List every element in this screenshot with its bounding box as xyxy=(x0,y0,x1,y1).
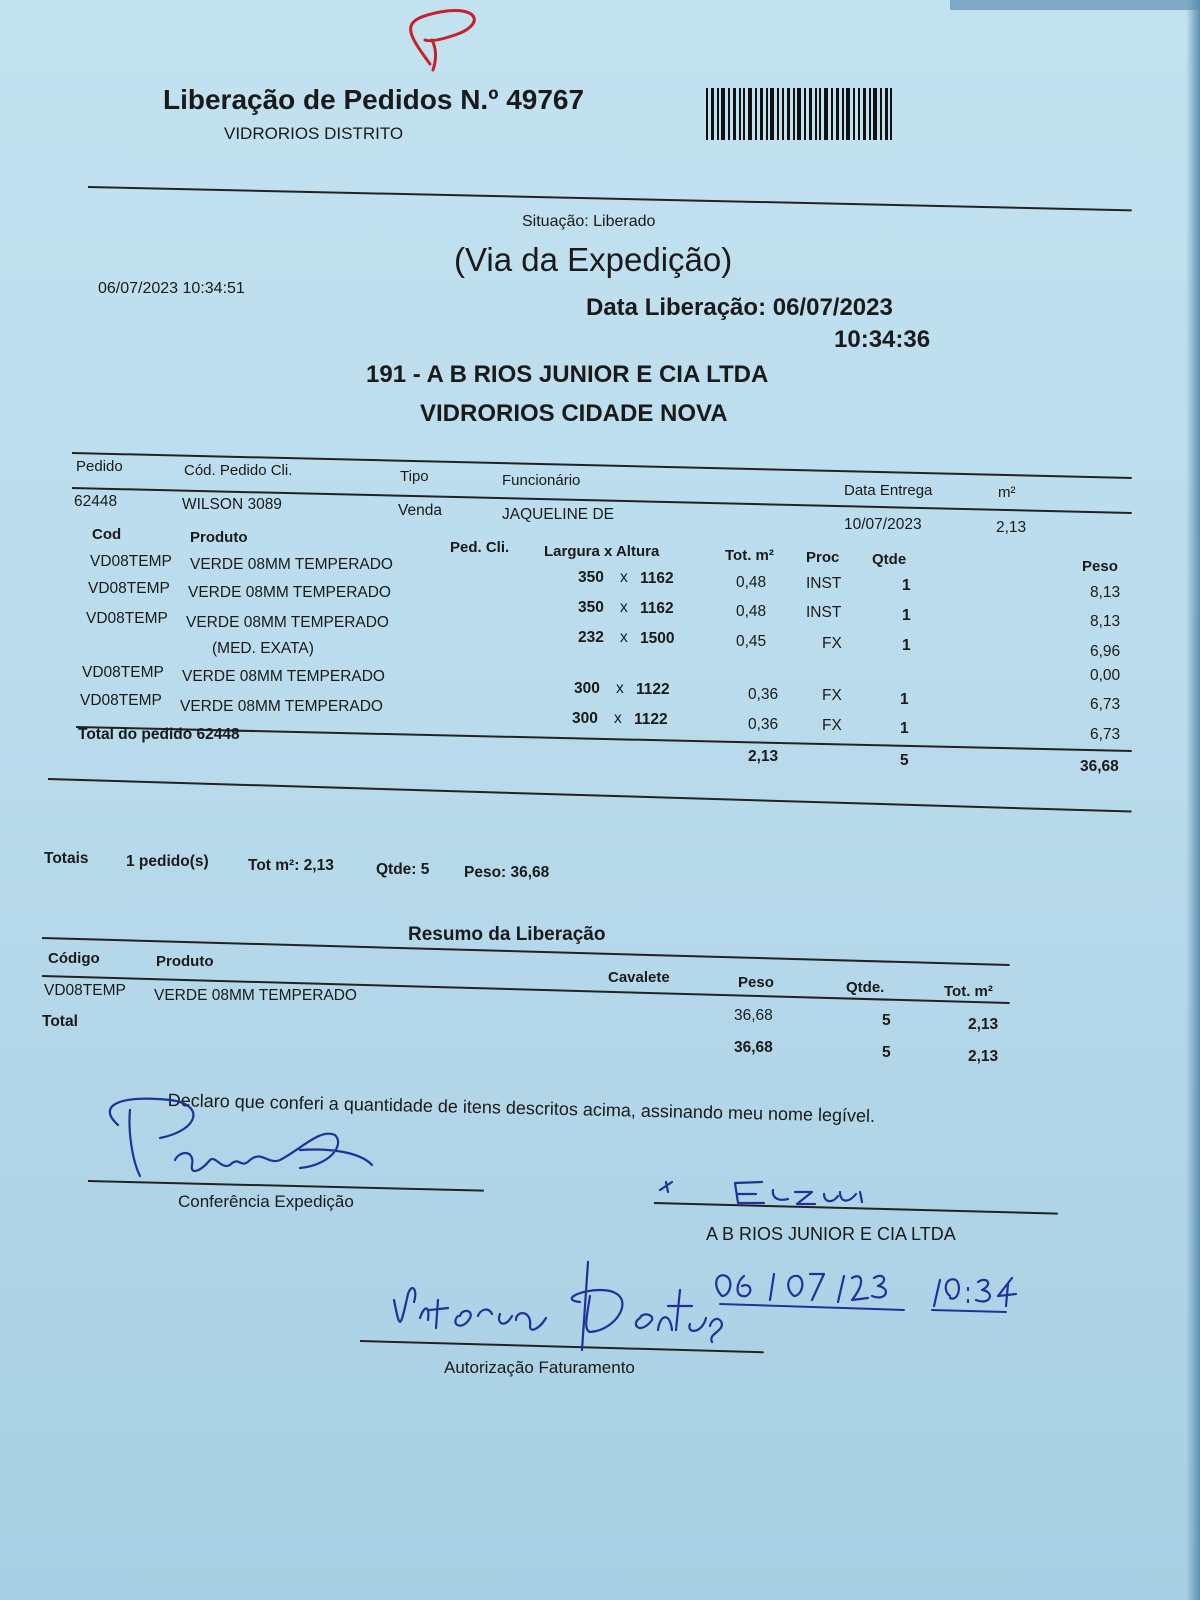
item-x: x xyxy=(620,629,628,646)
resumo-col-tot-m2: Tot. m² xyxy=(944,983,993,1000)
item-peso: 6,96 xyxy=(1090,643,1121,660)
resumo-total-label: Total xyxy=(42,1013,78,1030)
label-funcionario: Funcionário xyxy=(502,472,581,489)
resumo-col-cavalete: Cavalete xyxy=(608,969,670,986)
order-total-peso: 36,68 xyxy=(1080,758,1119,775)
totais-m2: Tot m²: 2,13 xyxy=(248,857,334,874)
item-tot-m2: 0,45 xyxy=(736,633,767,650)
item-produto: VERDE 08MM TEMPERADO xyxy=(180,698,383,715)
resumo-title: Resumo da Liberação xyxy=(408,924,606,945)
company-signature xyxy=(660,1182,862,1204)
customer-name: 191 - A B RIOS JUNIOR E CIA LTDA xyxy=(366,361,769,388)
label-m2: m² xyxy=(998,484,1016,501)
document-title: Liberação de Pedidos N.º 49767 xyxy=(163,84,585,115)
item-altura: 1162 xyxy=(640,570,674,587)
item-proc: FX xyxy=(822,717,842,734)
resumo-total-tot-m2: 2,13 xyxy=(968,1048,999,1065)
conferencia-signature xyxy=(110,1099,372,1176)
item-largura: 350 xyxy=(578,599,604,616)
item-qtde: 1 xyxy=(900,720,909,737)
item-peso: 8,13 xyxy=(1090,613,1121,630)
item-altura: 1162 xyxy=(640,600,674,617)
col-cod: Cod xyxy=(92,526,122,543)
resumo-peso: 36,68 xyxy=(734,1007,773,1024)
company-name: VIDRORIOS DISTRITO xyxy=(224,124,404,143)
item-x: x xyxy=(616,680,624,697)
handwritten-date xyxy=(716,1274,886,1302)
item-proc: FX xyxy=(822,635,842,652)
order-total-label: Total do pedido 62448 xyxy=(78,726,240,743)
resumo-total-qtde: 5 xyxy=(882,1044,891,1061)
value-funcionario: JAQUELINE DE xyxy=(502,506,614,523)
resumo-codigo: VD08TEMP xyxy=(44,982,126,999)
item-qtde: 1 xyxy=(900,691,909,708)
resumo-col-qtde: Qtde. xyxy=(846,979,885,996)
item-cod: VD08TEMP xyxy=(90,553,172,570)
item-proc: FX xyxy=(822,687,842,704)
totais-qtde: Qtde: 5 xyxy=(376,861,430,878)
customer-store: VIDRORIOS CIDADE NOVA xyxy=(420,400,728,427)
value-cod-pedido-cli: WILSON 3089 xyxy=(182,496,282,513)
item-proc: INST xyxy=(806,575,842,592)
printed-timestamp: 06/07/2023 10:34:51 xyxy=(98,280,245,297)
autorizacao-signature xyxy=(394,1288,722,1342)
resumo-qtde: 5 xyxy=(882,1012,891,1029)
col-peso: Peso xyxy=(1082,558,1118,575)
item-produto: VERDE 08MM TEMPERADO xyxy=(186,614,389,631)
label-pedido: Pedido xyxy=(76,458,123,475)
item-cod: VD08TEMP xyxy=(86,610,168,627)
resumo-col-produto: Produto xyxy=(156,953,214,970)
resumo-col-codigo: Código xyxy=(48,950,100,967)
item-produto: VERDE 08MM TEMPERADO xyxy=(190,556,393,573)
item-peso: 6,73 xyxy=(1090,696,1121,713)
item-tot-m2: 0,48 xyxy=(736,603,767,620)
item-qtde: 1 xyxy=(902,637,911,654)
item-cod: VD08TEMP xyxy=(88,580,170,597)
label-cod-pedido-cli: Cód. Pedido Cli. xyxy=(184,462,293,479)
item-cod: VD08TEMP xyxy=(80,692,162,709)
item-altura: 1122 xyxy=(634,711,668,728)
item-tot-m2: 0,36 xyxy=(748,716,779,733)
item-altura: 1500 xyxy=(640,630,675,647)
resumo-total-peso: 36,68 xyxy=(734,1039,773,1056)
col-tot-m2: Tot. m² xyxy=(725,547,774,564)
item-produto: VERDE 08MM TEMPERADO xyxy=(182,668,385,685)
value-pedido: 62448 xyxy=(74,493,118,510)
item-x: x xyxy=(614,710,622,727)
totais-peso: Peso: 36,68 xyxy=(464,864,550,881)
item-largura: 350 xyxy=(578,569,604,586)
totais-label: Totais xyxy=(44,850,89,867)
item-produto-detail: (MED. EXATA) xyxy=(212,640,314,657)
resumo-produto: VERDE 08MM TEMPERADO xyxy=(154,987,357,1004)
item-tot-m2: 0,36 xyxy=(748,686,779,703)
handwritten-time xyxy=(934,1278,1016,1306)
item-altura: 1122 xyxy=(636,681,670,698)
via-expedicao: (Via da Expedição) xyxy=(454,241,733,278)
item-x: x xyxy=(620,569,628,586)
col-proc: Proc xyxy=(806,549,840,566)
value-tipo: Venda xyxy=(398,502,442,519)
item-produto: VERDE 08MM TEMPERADO xyxy=(188,584,391,601)
item-peso: 8,13 xyxy=(1090,584,1121,601)
item-largura: 232 xyxy=(578,629,604,646)
value-data-entrega: 10/07/2023 xyxy=(844,516,922,533)
resumo-tot-m2: 2,13 xyxy=(968,1016,999,1033)
order-total-m2: 2,13 xyxy=(748,748,779,765)
situacao-status: Situação: Liberado xyxy=(522,213,656,230)
item-largura: 300 xyxy=(572,710,598,727)
item-largura: 300 xyxy=(574,680,600,697)
conferencia-label: Conferência Expedição xyxy=(178,1192,354,1211)
resumo-col-peso: Peso xyxy=(738,974,774,991)
autorizacao-label: Autorização Faturamento xyxy=(444,1358,635,1377)
totais-pedidos: 1 pedido(s) xyxy=(126,853,209,870)
declaration-text: Declaro que conferi a quantidade de itens descritos acima, assinando meu nome legível. xyxy=(167,1090,876,1127)
item-qtde: 1 xyxy=(902,607,911,624)
item-tot-m2: 0,48 xyxy=(736,574,767,591)
order-total-qtde: 5 xyxy=(900,752,909,769)
item-cod: VD08TEMP xyxy=(82,664,164,681)
label-tipo: Tipo xyxy=(400,468,429,485)
item-qtde: 1 xyxy=(902,577,911,594)
label-data-entrega: Data Entrega xyxy=(844,482,933,499)
col-qtde: Qtde xyxy=(872,551,907,568)
col-ped-cli: Ped. Cli. xyxy=(450,539,510,556)
col-produto: Produto xyxy=(190,529,248,546)
item-x: x xyxy=(620,599,628,616)
hora-liberacao: 10:34:36 xyxy=(834,326,931,353)
company-sign-label: A B RIOS JUNIOR E CIA LTDA xyxy=(706,1224,956,1244)
item-peso: 6,73 xyxy=(1090,726,1121,743)
col-largura-altura: Largura x Altura xyxy=(544,543,660,560)
data-liberacao: Data Liberação: 06/07/2023 xyxy=(586,294,893,321)
item-peso: 0,00 xyxy=(1090,667,1121,684)
value-m2: 2,13 xyxy=(996,519,1027,536)
item-proc: INST xyxy=(806,604,842,621)
